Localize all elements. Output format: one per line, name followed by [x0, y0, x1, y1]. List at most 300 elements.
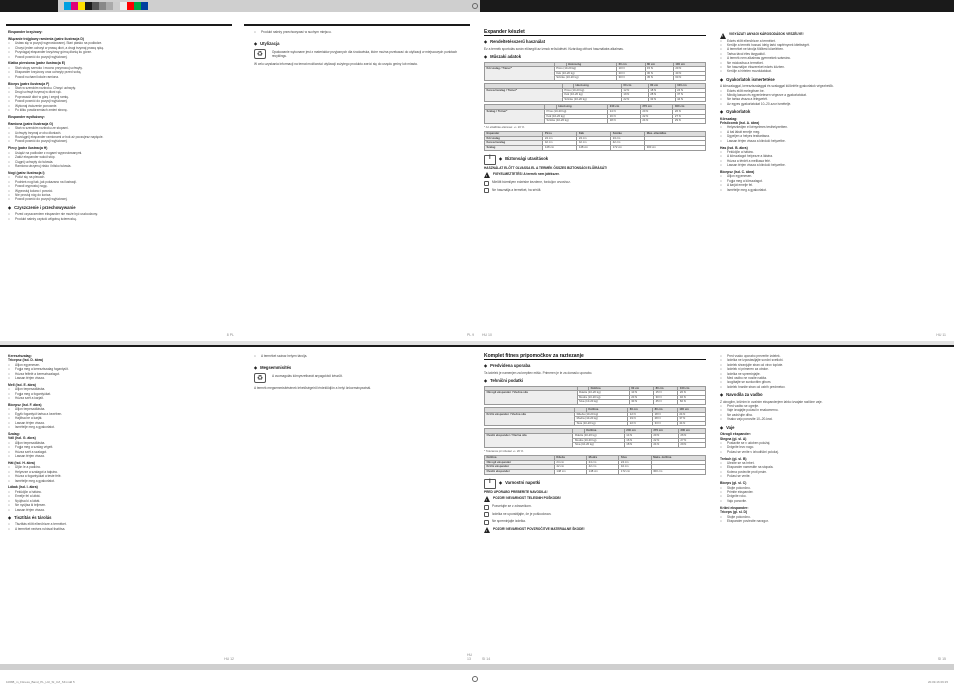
- table-cell: 300 cm: [645, 145, 706, 150]
- page-number: SI 15: [937, 657, 946, 661]
- table-header-cell: Dolžina: [485, 456, 555, 461]
- spec-table: [484, 386, 706, 405]
- print-slug-left: 10688_m_Fitness_Band_PL_HU_SI_CZ_SK.indd 5: [6, 680, 75, 684]
- table-cell: 18 N: [608, 119, 641, 124]
- section-heading-disposal: ◆ Utylizacja: [254, 41, 280, 47]
- list-item: □ Drugi uchwyt trzymaj w dłoni rąk.: [8, 90, 233, 94]
- list-item: □ Przyciągaj ekspander krzyżowy górną dłonią ku górze.: [8, 50, 233, 54]
- table-cell: 42 cm: [554, 465, 586, 470]
- table-header-cell: Dolžina: [584, 429, 624, 434]
- subheading: Biceps (gl. sl. C): [720, 481, 747, 486]
- table-cell: 45 N: [654, 400, 678, 405]
- warning-icon: [484, 527, 490, 533]
- diamond-icon: ◆: [720, 424, 724, 430]
- list-item: □ Nyújtsa ki a lábát.: [8, 499, 233, 503]
- table-header-cell: 100 cm: [678, 386, 706, 391]
- hand-icon: [484, 188, 489, 193]
- table-header-cell: 270 cm: [651, 429, 678, 434]
- list-item: □ Lassan térjen vissza a kiinduló helyzetbe.: [720, 139, 942, 143]
- table-cell: 24 cm: [619, 460, 651, 465]
- note-row: Mielőtt bármilyen edzésbe kezdene, forduljon orvoshoz.: [484, 180, 706, 186]
- table-header-cell: 240 cm: [608, 105, 641, 110]
- table-cell: 24 cm: [554, 460, 586, 465]
- table-header-cell: Piros: [543, 132, 577, 137]
- list-item: □ Üljön le a padlóra.: [8, 465, 233, 469]
- list-item: □ Húzza szét a szalagot.: [8, 450, 233, 454]
- list-item: □ Ustaw się w pozycji wyprostowanej. Stań płasko na podłodze.: [8, 41, 233, 45]
- table-cell: 42 cm: [577, 141, 611, 146]
- print-slug-right: 20.09.16 09:15: [927, 680, 948, 684]
- subheading: Mell (lsd. E. ábra): [8, 382, 36, 387]
- list-item: □ Izdelek shranjujte stran od virov toplote.: [720, 363, 942, 367]
- color-swatch: [99, 2, 106, 10]
- list-item: □ Powoli ruchami łokcie ramiona.: [8, 75, 233, 79]
- list-item: □ Rozciągnij ekspander ramionami w bok aż poczujesz napięcie.: [8, 135, 233, 139]
- table-cell: 60 N: [678, 400, 706, 405]
- list-item: □ Feküdjön a hátára.: [8, 490, 233, 494]
- list-item: □ Húzza felfelé a keresztszalagot.: [8, 372, 233, 376]
- table-cell: 16 N: [624, 438, 651, 443]
- table-header-cell: 300 cm: [678, 429, 705, 434]
- table-cell: Kék (10-20 kg): [554, 71, 616, 76]
- color-swatch: [71, 2, 78, 10]
- table-cell: 172 cm: [619, 469, 651, 474]
- table-cell: 40 N: [678, 395, 706, 400]
- table-cell: 10 N: [629, 391, 653, 396]
- table-cell: Kék (10-20 kg): [544, 114, 607, 119]
- table-row: [485, 469, 706, 474]
- section-heading-label: Vaje: [726, 424, 735, 430]
- hand-icon: [484, 512, 489, 517]
- warning-icon: [484, 172, 490, 178]
- section-heading-intended-use: ◆ Predvidena uporaba: [484, 363, 531, 369]
- page-content: Expander készlet ◆ Rendeltetésszerű használat Ez a termék sportolás során elősegíti az izmok erősödését. Kizárólag otthoni használatra alkalmas. ◆ Műszaki adatok Húzószög 60 cm 80 cm 100 cm Körszalag / Tréner* Piros (10-20 kg) 10 N 15 N 20 N Kék (10-20 kg) 20 N 30 N 40 N Szürke (10-20 kg) 30 N 45 N 60 N Húzószög 60 cm 80 cm 100 cm Keresztszalag / Tréner* Piros (10-20 kg) 12 N 18 N 24 N Kék (10-20 kg) 19 N 28 N 37 N Szürke (10-20 kg) 22 N 33 N 44 N Húzószög 240 cm 270 cm 300 cm Szalag / Tréner* Piros (10-20 kg) 14 N 20 N 26 N Kék (10-20 kg) 16 N 22 N 27 N Szürke (10-20 kg) 18 N 24 N 29 N * Az előállítás eltérései: +/- 20 % Expander Piros Kék Szürke Max. ellenállás Körszalag 24 cm 24 cm 24 cm Keresztszalag 42 cm 42 cm 42 cm Szalag 148 cm 148 cm 172 cm 300 cm i ◆ Biztonsági utasítások HASZNÁLAT ELŐTT OLVASSA EL A TERMÉK ÖSSZES BIZTONSÁGI ELŐÍRÁSÁT! ! FIGYELMEZTETÉS! A termék nem játékszer. Mielőtt bármilyen edzésbe kezdene, forduljon orvoshoz. Ne használja a terméket, ha sérült.: [484, 30, 706, 193]
- table-cell: Siva (10-20 kg): [575, 421, 628, 426]
- table-row-label: Szalag / Tréner*: [485, 109, 545, 123]
- table-cell: Rdeča (10-20 kg): [573, 433, 624, 438]
- table-cell: 14 N: [624, 433, 651, 438]
- table-cell: 18 N: [653, 412, 678, 417]
- page-title: Komplet fitnes pripomočkov za raztezanje: [484, 354, 706, 360]
- list-item: □ Az egyes gyakorlatokat 10–20-szor ismételje.: [720, 102, 942, 106]
- list-item: □ Ekspander krzyżowy oraz uchwyty przed sobą.: [8, 70, 233, 74]
- color-swatch: [64, 2, 71, 10]
- list-item: □ Usiądź na podłodze z nogami wyprostowanymi.: [8, 151, 233, 155]
- list-item: □ Edzés előtt ellenőrizze a terméket.: [720, 39, 942, 43]
- table-cell: 10 N: [617, 67, 645, 72]
- table-cell: 24 N: [651, 443, 678, 448]
- subheading: Szalag:: [8, 432, 20, 436]
- list-item: □ Podnieś nogi tak, jak pokazano na ilustracji.: [8, 180, 233, 184]
- list-item: □ Vaje izvajajte počasi in enakomerno.: [720, 408, 942, 412]
- read-manual-icon: [484, 479, 496, 489]
- list-item: □ Ciągnij uchwyty do tułowia.: [8, 160, 233, 164]
- table-header-cell: 100 cm: [673, 62, 705, 67]
- list-item: □ Fogja meg a körszalagot.: [720, 179, 942, 183]
- section-heading-exercises: [720, 110, 942, 114]
- color-swatch-strip: [64, 2, 148, 10]
- hand-icon: [484, 520, 489, 525]
- list-item: □ Stań w szerokim rozkroku. Chwyć uchwyty.: [8, 86, 233, 90]
- table-header-cell: 60 cm: [617, 62, 645, 67]
- table-header-cell: 60 cm: [621, 84, 648, 89]
- diamond-icon: ◆: [720, 392, 724, 398]
- table-cell: 15 N: [654, 391, 678, 396]
- list-item: □ Produkt należy przechowywać w suchym miejscu.: [254, 30, 470, 34]
- diamond-icon: ◆: [499, 156, 503, 162]
- list-item: □ Húzza szét a karjait.: [8, 396, 233, 400]
- color-swatch: [127, 2, 134, 10]
- subheading: Has (lsd. B. ábra): [720, 145, 748, 150]
- list-item: □ Ismételje meg a gyakorlatot.: [8, 425, 233, 429]
- page-hu-11: [716, 14, 954, 340]
- list-item: □ Ne nyújtsa ki teljesen.: [8, 503, 233, 507]
- list-item: □ Wyprostuj kolano i powróć.: [8, 189, 233, 193]
- table-header-cell: Maks. dolžina: [651, 456, 705, 461]
- table-header-cell: Siva: [619, 456, 651, 461]
- section-heading-tech-data: ◆ Tehnični podatki: [484, 378, 524, 384]
- table-cell: 24 cm: [543, 136, 577, 141]
- list-item: □ Stojte pokončno.: [720, 486, 942, 490]
- table-cell: 28 N: [653, 417, 678, 422]
- subheading: Váll (lsd. G. ábra): [8, 436, 36, 441]
- list-item: □ A termék nem alkalmas gyermekek számára.: [720, 56, 942, 60]
- list-item: □ Počasi se vrnite.: [720, 474, 942, 478]
- page-content: Komplet fitnes pripomočkov za raztezanje ◆ Predvidena uporaba Ta izdelek je namenjen za krepitev mišic. Primeren je le za domačo uporabo. ◆ Tehnični podatki Dolžina 60 cm 80 cm 100 cm Okrogli ekspander / Vlečna sila Rdeča (10-20 kg) 10 N 15 N 20 N Modra (10-20 kg) 20 N 30 N 40 N Siva (10-20 kg) 30 N 45 N 60 N Dolžina 60 cm 80 cm 100 cm Križni ekspander / Vlečna sila Rdeča (10-20 kg) 12 N 18 N 24 N Modra (10-20 kg) 19 N 28 N 37 N Siva (10-20 kg) 22 N 33 N 44 N Dolžina 240 cm 270 cm 300 cm Ovalni ekspander / Vlečna sila Rdeča (10-20 kg) 14 N 20 N 26 N Modra (10-20 kg) 16 N 22 N 27 N Siva (10-20 kg) 18 N 24 N 29 N * Toleranca pri izdelavi +/- 20 % Dolžina Rdeča Modra Siva Maks. dolžina Okrogli ekspander 24 cm 24 cm 24 cm Križni ekspander 42 cm 42 cm 42 cm Ovalni ekspander 148 cm 148 cm 172 cm 300 cm i ◆ Varnostni napotki PRED UPORABO PREBERITE NAVODILA! ! POZOR! NEVARNOST TELESNIH POŠKODB! Posvetujte se z zdravnikom. Izdelka ne uporabljajte, če je poškodovan. Ne spreminjajte izdelka. ! POZOR! NEVARNOST POVZROČITVE MATERIALNE ŠKODE!: [484, 354, 706, 533]
- table-cell: 14 N: [608, 109, 641, 114]
- section-heading-label: Tisztítás és tárolás: [14, 514, 52, 520]
- diamond-icon: ◆: [720, 109, 724, 115]
- safety-heading-row: i ◆ Varnostni napotki: [484, 479, 706, 489]
- spec-table-band: [484, 428, 706, 447]
- table-cell: 22 N: [621, 97, 648, 102]
- spec-table: [484, 131, 706, 150]
- list-item: □ Pred vsako uporabo preverite izdelek.: [720, 354, 942, 358]
- page-content: [720, 30, 942, 192]
- spec-table: [484, 428, 706, 447]
- diamond-icon: ◆: [484, 54, 488, 60]
- table-cell: 148 cm: [587, 469, 619, 474]
- table-cell: 29 N: [678, 443, 705, 448]
- table-header-cell: 80 cm: [653, 408, 678, 413]
- subheading: Križni ekspander:: [720, 505, 749, 510]
- bottom-band: [0, 664, 954, 670]
- list-item: □ Vajo ponovite.: [720, 499, 942, 503]
- table-cell: 16 N: [608, 114, 641, 119]
- table-cell: 20 N: [629, 395, 653, 400]
- list-item: □ Stań stopy szeroko i mocno przymocuj uchwyty.: [8, 66, 233, 70]
- recycle-icon: ♻: [254, 373, 266, 383]
- table-header-cell: Húzószög: [573, 84, 621, 89]
- list-item: □ Dvignite roko.: [720, 494, 942, 498]
- table-cell: 33 N: [653, 421, 678, 426]
- warning-icon: [484, 496, 490, 502]
- subheading: Biceps (patrz ilustracja F): [8, 81, 50, 86]
- diamond-icon: ◆: [484, 363, 488, 369]
- list-item: □ Med vadbo ne nosite nakita.: [720, 376, 942, 380]
- color-swatch: [113, 2, 120, 10]
- table-cell: 148 cm: [577, 145, 611, 150]
- section-heading-exercise-guide: [720, 78, 942, 82]
- page-si-15: [716, 346, 954, 664]
- table-header-cell: 80 cm: [648, 84, 675, 89]
- section-heading-label: Czyszczenie i przechowywanie: [14, 204, 76, 210]
- subheading: Ramiona (patrz ilustracja G): [8, 121, 54, 126]
- table-cell: Szürke (10-20 kg): [554, 76, 616, 81]
- list-item: □ A bal lábát emelje meg.: [720, 130, 942, 134]
- safety-bullets: [484, 504, 706, 525]
- list-item: □ Pred vadbo se ogrejte.: [720, 404, 942, 408]
- table-cell: Rdeča (10-20 kg): [577, 391, 629, 396]
- page-number: SI 14: [482, 657, 491, 661]
- list-item: □ Izdelka ne izpostavljajte sončni svetlobi.: [720, 358, 942, 362]
- subheading: Trebuh (gl. sl. B): [720, 456, 747, 461]
- table-cell: 26 N: [678, 433, 705, 438]
- list-item: Izdelka ne uporabljajte, če je poškodovan.: [492, 511, 552, 516]
- color-swatch: [85, 2, 92, 10]
- list-item: □ Primite ekspander.: [720, 490, 942, 494]
- hand-icon: [484, 181, 489, 186]
- table-header-cell: Húzószög: [556, 105, 607, 110]
- page-pl-9: [240, 14, 476, 340]
- table-cell: 19 N: [621, 93, 648, 98]
- table-cell: Piros (10-20 kg): [562, 88, 621, 93]
- spec-table: [484, 455, 706, 474]
- spec-table: [484, 62, 706, 81]
- list-item: □ Ismételje meg a gyakorlatot.: [720, 188, 942, 192]
- table-cell: 37 N: [675, 93, 705, 98]
- page-si-14: [478, 346, 714, 664]
- note-row: [484, 519, 706, 525]
- page-content: □ Produkt należy przechowywać w suchym miejscu. ◆ Utylizacja ♻ Opakowanie wykonane jest z materiałów przyjaznych dla środowiska, które można przekazać do utylizacji w miejscowych punktach recyklingu. W celu uzyskania informacji na temat możliwości utylizacji zużytego produktu zwróć się do urzędu gminy lub miasta.: [254, 30, 470, 66]
- table-cell: 20 N: [678, 391, 706, 396]
- table-cell: 37 N: [677, 417, 705, 422]
- section-heading-tech-data: ◆ Műszaki adatok: [484, 54, 522, 60]
- section-heading-exercise-guide: [720, 393, 942, 397]
- table-cell: Ovalni ekspander: [485, 469, 555, 474]
- diamond-icon: ◆: [720, 76, 724, 82]
- table-header-cell: Expander: [485, 132, 543, 137]
- table-cell: 12 N: [621, 88, 648, 93]
- list-item: Posvetujte se z zdravnikom.: [492, 504, 532, 509]
- table-cell: 300 cm: [651, 469, 705, 474]
- list-item: □ Izdelek hranite stran od ostrih predmetov.: [720, 385, 942, 389]
- table-cell: 20 N: [640, 109, 673, 114]
- table-cell: 148 cm: [554, 469, 586, 474]
- spec-table-ring: [484, 62, 706, 81]
- page-number: HU 10: [482, 333, 492, 337]
- subheading: Lábak (lsd. I. ábra): [8, 485, 38, 490]
- list-item: □ Helyezze a szalagot a talpára.: [8, 470, 233, 474]
- table-cell: 148 cm: [543, 145, 577, 150]
- table-header-cell: 300 cm: [673, 105, 706, 110]
- spec-table-lengths: [484, 455, 706, 474]
- warning-heading: VIGYÁZAT! ANYAGI KÁROSODÁSOK VESZÉLYE!: [729, 32, 804, 36]
- table-row-label: Okrogli ekspander / Vlečna sila: [485, 391, 578, 405]
- spec-table-cross: [484, 407, 706, 426]
- diamond-icon: ◆: [499, 480, 503, 486]
- table-cell: 40 N: [673, 71, 705, 76]
- subheading: Triceps (gl. sl. D): [720, 510, 748, 515]
- list-item: □ Emelje fel a lábát.: [8, 494, 233, 498]
- list-item: □ Powoli powróć do pozycji wyjściowej.: [8, 99, 233, 103]
- table-cell: 42 cm: [619, 465, 651, 470]
- subheading: Ekspander krzyżowy:: [8, 30, 43, 34]
- section-heading-intended-use: ◆ Rendeltetésszerű használat: [484, 39, 546, 45]
- list-item: □ Kolena povlecite proti prsim.: [720, 470, 942, 474]
- table-cell: 30 N: [617, 76, 645, 81]
- color-swatch: [141, 2, 148, 10]
- list-item: □ Powoli powróć do pozycji wyjściowej.: [8, 197, 233, 201]
- diamond-icon: ◆: [254, 365, 258, 371]
- color-swatch: [78, 2, 85, 10]
- list-item: □ Po kilku powtórzeniach zmień stronę.: [8, 108, 233, 112]
- list-item: □ Húzza a fogantyúkat a teste felé.: [8, 474, 233, 478]
- subheading: Keresztszalag:: [8, 354, 32, 358]
- list-item: □ Fogja meg a keresztszalag fogantyúit.: [8, 367, 233, 371]
- subheading: Bicepsz (lsd. F. ábra): [8, 403, 42, 408]
- list-item: □ Stań w szerokim rozkroku ze stopami.: [8, 126, 233, 130]
- table-cell: 45 N: [645, 76, 673, 81]
- table-cell: 24 N: [640, 119, 673, 124]
- table-cell: 44 N: [677, 421, 705, 426]
- spec-table-ring: [484, 386, 706, 405]
- list-item: □ Húzza a térdét a mellkasa felé.: [720, 159, 942, 163]
- table-cell: 20 N: [617, 71, 645, 76]
- list-item: □ Postavite se v udoben položaj.: [720, 441, 942, 445]
- page-top-rule: [6, 24, 232, 26]
- list-item: □ Helyezkedjen el kényelmes testhelyzetben.: [720, 125, 942, 129]
- table-header-cell: 100 cm: [675, 84, 705, 89]
- recycle-note: ♻ Opakowanie wykonane jest z materiałów przyjaznych dla środowiska, które można przekazać do utylizacji w miejscowych punktach recyklingu.: [254, 49, 470, 59]
- table-cell: Körszalag: [485, 136, 543, 141]
- page-title: Expander készlet: [484, 30, 706, 36]
- diamond-icon: ◆: [484, 378, 488, 384]
- page-hu-12: [0, 346, 238, 664]
- list-item: □ Álljon egyenesen.: [8, 363, 233, 367]
- table-cell: Siva (10-20 kg): [573, 443, 624, 448]
- table-row-label: Körszalag / Tréner*: [485, 67, 555, 81]
- subheading: Stegna (gl. sl. A): [720, 436, 747, 441]
- list-item: □ Załóż ekspander wokół stóp.: [8, 155, 233, 159]
- page-number: HU 11: [936, 333, 946, 337]
- table-cell: 19 N: [628, 417, 653, 422]
- spec-table-cross: [484, 83, 706, 102]
- table-cell: 22 N: [628, 421, 653, 426]
- table-cell: 22 N: [651, 438, 678, 443]
- table-cell: Kék (10-20 kg): [562, 93, 621, 98]
- table-cell: Keresztszalag: [485, 141, 543, 146]
- warning-row: ! FIGYELMEZTETÉS! A termék nem játékszer.: [484, 172, 706, 179]
- table-cell: 20 N: [651, 433, 678, 438]
- table-cell: 28 N: [648, 93, 675, 98]
- subheading: Körszalag:: [720, 116, 738, 121]
- table-cell: Okrogli ekspander: [485, 460, 555, 465]
- list-item: □ Lassan térjen vissza.: [8, 508, 233, 512]
- list-item: □ Feküdjön a hátára.: [720, 150, 942, 154]
- section-heading-disposal: ◆ Megsemmisítés: [254, 365, 292, 371]
- table-cell: Modra (10-20 kg): [573, 438, 624, 443]
- list-item: □ Fogja meg a fogantyúkat.: [8, 392, 233, 396]
- list-item: □ A körszalagot helyezze a lábára.: [720, 154, 942, 158]
- subheading: Felsőcomb (lsd. A. ábra): [720, 121, 760, 125]
- color-swatch: [120, 2, 127, 10]
- paragraph: A körszalaggal, keresztszalaggal és szalaggal különféle gyakorlatok végezhetők.: [720, 84, 834, 89]
- list-item: □ A terméket ne tárolja fűtőtest közelében.: [720, 47, 942, 51]
- table-cell: 20 N: [673, 67, 705, 72]
- table-cell: 24 cm: [587, 460, 619, 465]
- subheading: Bicepsz (lsd. C. ábra): [720, 170, 755, 175]
- list-item: □ Ne tartsa vissza a lélegzetét.: [720, 97, 942, 101]
- table-cell: 24 N: [677, 412, 705, 417]
- table-row-label: Ovalni ekspander / Vlečna sila: [485, 433, 573, 447]
- list-item: Ne spreminjajte izdelka.: [492, 519, 526, 524]
- table-header-cell: Rdeča: [554, 456, 586, 461]
- section-heading-exercises: [720, 426, 942, 430]
- subheading: Klatka piersiowa (patrz ilustracja E): [8, 61, 66, 66]
- table-cell: 44 N: [675, 97, 705, 102]
- page-number: PL 9: [467, 333, 475, 337]
- section-heading-label: Gyakorlatok: [726, 109, 751, 115]
- note-row: [484, 504, 706, 510]
- list-item: □ Izdelek ni primeren za otroke.: [720, 367, 942, 371]
- registration-mark-icon: [472, 676, 478, 682]
- spec-table-lengths: [484, 131, 706, 150]
- spec-table: [484, 104, 706, 123]
- list-item: □ Powoli powróć do pozycji wyjściowej.: [8, 139, 233, 143]
- list-item: □ Lassan térjen vissza a kiinduló helyzetbe.: [720, 163, 942, 167]
- list-item: □ Egyik fogantyút tartsa a kezében.: [8, 412, 233, 416]
- table-row-label: Keresztszalag / Tréner*: [485, 88, 563, 102]
- list-item: □ Lassan térjen vissza.: [8, 376, 233, 380]
- list-item: □ Lassan térjen vissza.: [8, 454, 233, 458]
- table-cell: Szürke (10-20 kg): [544, 119, 607, 124]
- page-number: 8 PL: [226, 333, 234, 337]
- table-cell: 42 cm: [611, 141, 645, 146]
- table-header-cell: Húzószög: [566, 62, 617, 67]
- table-cell: 12 N: [628, 412, 653, 417]
- spec-table-band: [484, 104, 706, 123]
- subheading: Wiązanie trójglowy ramienia (patrz ilustracja D): [8, 36, 84, 41]
- list-item: □ Ne használjon ékszereket edzés közben.: [720, 65, 942, 69]
- subheading: Hát (lsd. H. ábra): [8, 460, 35, 465]
- table-header-cell: 80 cm: [654, 386, 678, 391]
- list-item: □ Ekspander povlecite navzgor.: [720, 519, 942, 523]
- diamond-icon: ◆: [8, 514, 12, 520]
- subheading: Plecy (patrz ilustracja H): [8, 146, 48, 151]
- list-item: □ Fogja meg a szalag végeit.: [8, 445, 233, 449]
- list-item: □ Kerülje a termék hosszú ideig tartó napfénynek kitettségét.: [720, 43, 942, 47]
- table-cell: 15 N: [645, 67, 673, 72]
- list-item: □ Produkt należy czyścić wilgotną ściereczką.: [8, 217, 233, 221]
- table-cell: Modra (10-20 kg): [575, 417, 628, 422]
- list-item: □ Uchwyty trzymaj w obu dłoniach.: [8, 131, 233, 135]
- page-number: HU 13: [467, 653, 473, 661]
- list-item: □ Ne zadržujte diha.: [720, 413, 942, 417]
- list-item: □ A terméket nedves ruhával tisztítsa.: [8, 527, 233, 531]
- page-number: HU 12: [224, 657, 234, 661]
- list-item: □ Lassan térjen vissza.: [8, 421, 233, 425]
- list-item: □ Nie prostuj nóg do końca.: [8, 193, 233, 197]
- page-hu-10: [478, 14, 714, 340]
- recycle-icon: ♻: [254, 49, 266, 59]
- list-item: □ Dvignite levo nogo.: [720, 445, 942, 449]
- page-content: [8, 354, 233, 531]
- paragraph: Z okroglim, križnim in ovalnim ekspanderjem lahko izvajate različne vaje.: [720, 399, 823, 404]
- diamond-icon: ◆: [484, 39, 488, 45]
- list-item: □ Álljon egyenesen.: [720, 174, 942, 178]
- spec-table: [484, 83, 706, 102]
